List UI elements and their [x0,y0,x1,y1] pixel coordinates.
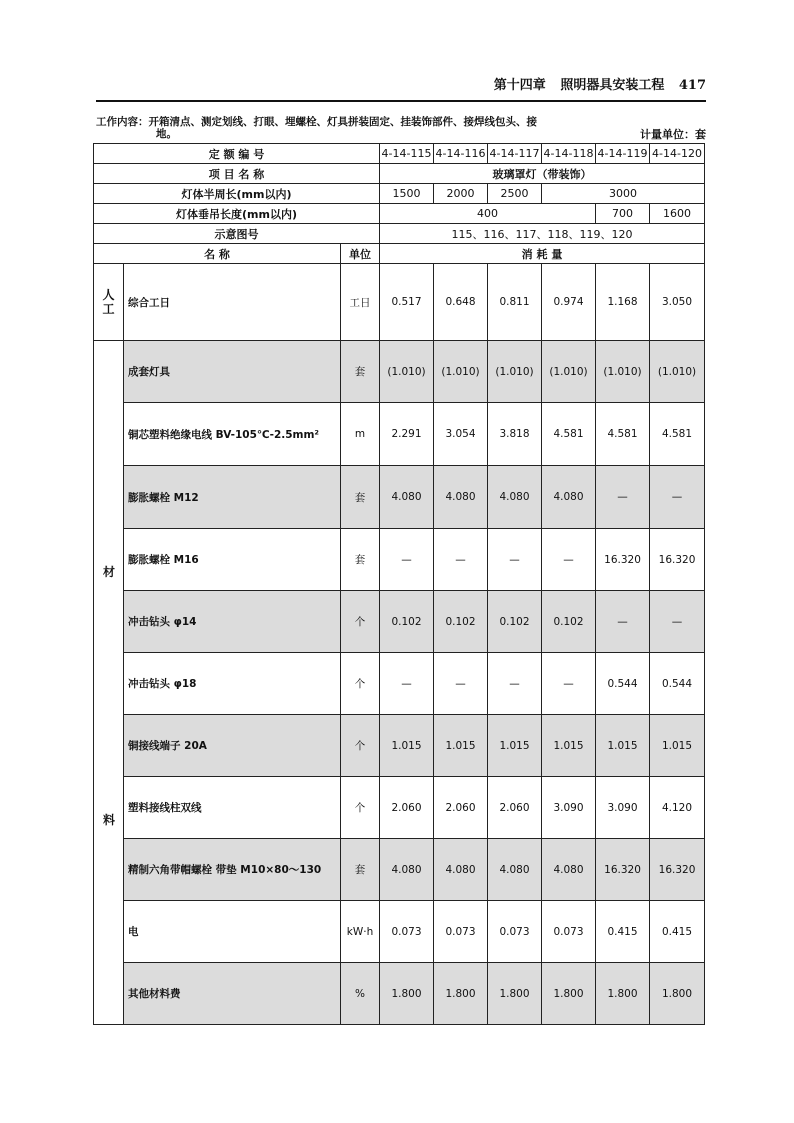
material-value: 1.015 [542,715,596,777]
work-content-line2: 地。 [156,128,177,140]
labor-name: 综合工日 [124,264,341,341]
material-row [94,839,705,901]
labor-value: 0.517 [380,264,434,341]
material-unit: 套 [341,466,380,529]
material-row [94,591,705,653]
work-content-line1: 工作内容：开箱清点、测定划线、打眼、埋螺栓、灯具拼装固定、挂装饰部件、接焊线包头、接 [96,116,537,128]
material-value: 1.800 [542,963,596,1025]
material-unit: 套 [341,839,380,901]
material-value: 0.073 [542,901,596,963]
material-value: 1.800 [434,963,488,1025]
radius-cell: 2500 [488,184,542,204]
material-unit: % [341,963,380,1025]
material-value: 0.102 [488,591,542,653]
material-unit: 套 [341,341,380,403]
consumption-column-header: 消 耗 量 [380,244,705,264]
item-row-label: 项 目 名 称 [94,164,380,184]
unit-column-header: 单位 [341,244,380,264]
material-value: 3.090 [542,777,596,839]
chapter-label: 第十四章 [493,78,546,93]
hang-cell: 400 [380,204,596,224]
material-value: 0.102 [434,591,488,653]
material-value: — [434,653,488,715]
material-value: (1.010) [650,341,705,403]
material-unit: m [341,403,380,466]
material-value: — [650,466,705,529]
labor-category-char2: 工 [102,302,115,316]
chapter-title: 照明器具安装工程 [560,78,665,93]
material-value: 3.818 [488,403,542,466]
material-value: 1.800 [380,963,434,1025]
material-value: 1.015 [650,715,705,777]
page-header [96,74,706,94]
material-row [94,963,705,1025]
material-value: 4.581 [542,403,596,466]
labor-value: 0.811 [488,264,542,341]
material-name: 冲击钻头 φ18 [124,653,341,715]
material-value: 0.544 [650,653,705,715]
code-row-label: 定 额 编 号 [94,144,380,164]
material-value: 3.090 [596,777,650,839]
material-value: 4.080 [380,839,434,901]
material-unit: 个 [341,777,380,839]
item-name: 玻璃罩灯（带装饰） [380,164,705,184]
material-value: — [488,529,542,591]
code-cell: 4-14-117 [488,144,542,164]
material-value: 0.415 [650,901,705,963]
material-value: 4.120 [650,777,705,839]
radius-row-label: 灯体半周长(mm以内) [94,184,380,204]
hang-cell: 1600 [650,204,705,224]
material-value: 1.015 [380,715,434,777]
material-unit: 个 [341,591,380,653]
diagram-row-label: 示意图号 [94,224,380,244]
column-header-row [94,244,705,264]
material-value: 16.320 [596,839,650,901]
labor-category [94,264,124,341]
material-name: 铜芯塑料绝缘电线 BV-105℃-2.5mm² [124,403,341,466]
material-value: 4.080 [488,466,542,529]
material-value: 4.581 [650,403,705,466]
material-row [94,403,705,466]
material-value: 0.544 [596,653,650,715]
hang-cell: 700 [596,204,650,224]
diagram-row [94,224,705,244]
material-name: 铜接线端子 20A [124,715,341,777]
material-unit: 套 [341,529,380,591]
material-value: 4.080 [542,466,596,529]
code-cell: 4-14-120 [650,144,705,164]
hang-row-label: 灯体垂吊长度(mm以内) [94,204,380,224]
material-value: — [542,529,596,591]
material-row [94,529,705,591]
material-row [94,901,705,963]
material-value: 4.080 [434,466,488,529]
material-value: 4.581 [596,403,650,466]
material-value: 2.060 [434,777,488,839]
material-value: 1.015 [596,715,650,777]
code-cell: 4-14-115 [380,144,434,164]
labor-row [94,264,705,341]
material-value: 16.320 [596,529,650,591]
material-name: 成套灯具 [124,341,341,403]
material-value: — [488,653,542,715]
material-value: 1.800 [650,963,705,1025]
quota-table [93,143,705,1025]
material-value: 0.073 [434,901,488,963]
material-unit: kW·h [341,901,380,963]
labor-unit: 工日 [341,264,380,341]
material-value: — [380,653,434,715]
labor-value: 0.648 [434,264,488,341]
material-value: 0.073 [488,901,542,963]
material-value: — [596,591,650,653]
radius-cell: 3000 [542,184,705,204]
material-name: 膨胀螺栓 M16 [124,529,341,591]
material-name: 冲击钻头 φ14 [124,591,341,653]
material-row [94,653,705,715]
material-value: 4.080 [380,466,434,529]
material-value: 2.060 [380,777,434,839]
material-value: — [650,591,705,653]
measure-unit: 计量单位：套 [640,128,706,141]
hang-row [94,204,705,224]
material-category-char1: 材 [103,565,116,579]
material-value: 1.015 [488,715,542,777]
material-value: 16.320 [650,529,705,591]
diagram-numbers: 115、116、117、118、119、120 [380,224,705,244]
material-value: — [434,529,488,591]
radius-row [94,184,705,204]
material-value: 3.054 [434,403,488,466]
page-number: 417 [678,78,706,93]
material-value: 1.015 [434,715,488,777]
material-category-char2: 料 [103,813,116,827]
radius-cell: 2000 [434,184,488,204]
material-value: 1.800 [596,963,650,1025]
material-value: 1.800 [488,963,542,1025]
material-category [94,341,124,1025]
labor-value: 1.168 [596,264,650,341]
code-cell: 4-14-116 [434,144,488,164]
material-value: 4.080 [488,839,542,901]
material-value: (1.010) [488,341,542,403]
material-row [94,777,705,839]
material-value: — [596,466,650,529]
item-row [94,164,705,184]
material-value: (1.010) [434,341,488,403]
labor-category-char1: 人 [102,288,115,302]
material-name: 精制六角带帽螺栓 带垫 M10×80～130 [124,839,341,901]
radius-cell: 1500 [380,184,434,204]
material-unit: 个 [341,653,380,715]
labor-value: 0.974 [542,264,596,341]
material-row [94,715,705,777]
work-content [96,116,706,140]
material-value: 0.102 [380,591,434,653]
material-value: 0.073 [380,901,434,963]
material-value: 0.102 [542,591,596,653]
material-row [94,341,705,403]
material-value: 4.080 [434,839,488,901]
labor-value: 3.050 [650,264,705,341]
material-value: — [380,529,434,591]
name-column-header: 名 称 [94,244,341,264]
material-value: (1.010) [596,341,650,403]
material-value: (1.010) [380,341,434,403]
code-cell: 4-14-119 [596,144,650,164]
code-cell: 4-14-118 [542,144,596,164]
material-name: 膨胀螺栓 M12 [124,466,341,529]
material-value: 2.060 [488,777,542,839]
material-value: 0.415 [596,901,650,963]
code-row [94,144,705,164]
material-name: 塑料接线柱双线 [124,777,341,839]
material-value: 4.080 [542,839,596,901]
material-value: 2.291 [380,403,434,466]
material-value: — [542,653,596,715]
material-value: 16.320 [650,839,705,901]
material-row [94,466,705,529]
material-name: 电 [124,901,341,963]
header-rule [96,100,706,102]
material-unit: 个 [341,715,380,777]
material-value: (1.010) [542,341,596,403]
material-name: 其他材料费 [124,963,341,1025]
